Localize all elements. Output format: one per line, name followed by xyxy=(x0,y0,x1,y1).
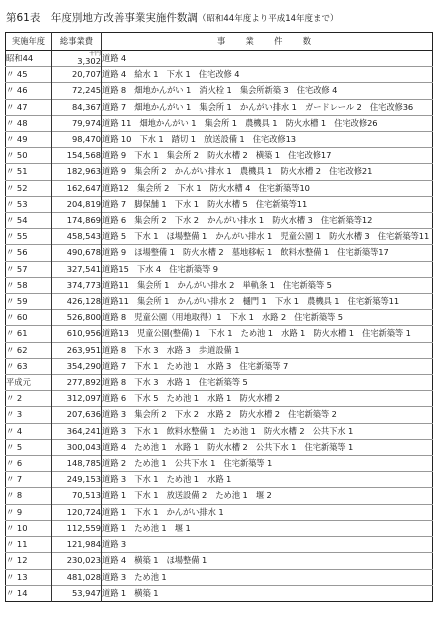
year-cell: 〃 54 xyxy=(6,213,52,229)
details-cell: 道路12 集会所 2 下水 1 防火水槽 4 住宅新築等10 xyxy=(102,180,433,196)
table-row xyxy=(6,261,433,277)
details-cell: 道路 1 下水 1 放送設備 2 ため池 1 堰 2 xyxy=(102,488,433,504)
year-cell: 〃 61 xyxy=(6,326,52,342)
header-row xyxy=(6,33,433,51)
cost-cell: 526,800 xyxy=(52,310,102,326)
cost-cell: 84,367 xyxy=(52,99,102,115)
details-cell: 道路 4 給水 1 下水 1 住宅改修 4 xyxy=(102,67,433,83)
year-cell: 〃 63 xyxy=(6,358,52,374)
details-cell: 道路15 下水 4 住宅新築等 9 xyxy=(102,261,433,277)
table-row xyxy=(6,196,433,212)
table-row xyxy=(6,472,433,488)
details-cell: 道路 7 下水 1 ため池 1 水路 3 住宅新築等 7 xyxy=(102,358,433,374)
table-row xyxy=(6,569,433,585)
cost-cell: 20,707 xyxy=(52,67,102,83)
table-row xyxy=(6,326,433,342)
table-row xyxy=(6,277,433,293)
year-cell: 〃 47 xyxy=(6,99,52,115)
details-cell: 道路 2 ため池 1 公共下水 1 住宅新築等 1 xyxy=(102,456,433,472)
cost-cell: 120,724 xyxy=(52,504,102,520)
table-row xyxy=(6,520,433,536)
details-cell: 道路 9 下水 1 集会所 2 防火水槽 2 横築 1 住宅改修17 xyxy=(102,148,433,164)
cost-cell: 154,568 xyxy=(52,148,102,164)
table-row xyxy=(6,51,433,67)
cost-cell: 426,128 xyxy=(52,294,102,310)
details-cell: 道路 8 下水 3 水路 1 住宅新築等 5 xyxy=(102,375,433,391)
details-cell: 道路 9 ほ場整備 1 防火水槽 2 墓地移転 1 飲料水整備 1 住宅新築等17 xyxy=(102,245,433,261)
details-cell: 道路 3 下水 1 飲料水整備 1 ため池 1 防火水槽 2 公共下水 1 xyxy=(102,423,433,439)
table-row xyxy=(6,213,433,229)
year-cell: 〃 7 xyxy=(6,472,52,488)
table-row xyxy=(6,132,433,148)
cost-value: 3,302 xyxy=(77,56,101,67)
cost-cell: 79,974 xyxy=(52,115,102,131)
cost-cell: 148,785 xyxy=(52,456,102,472)
cost-cell: 327,541 xyxy=(52,261,102,277)
table-row xyxy=(6,294,433,310)
table-row xyxy=(6,99,433,115)
year-cell: 〃 60 xyxy=(6,310,52,326)
year-cell: 〃 8 xyxy=(6,488,52,504)
table-row xyxy=(6,245,433,261)
details-cell: 道路 6 集会所 2 下水 2 かんがい排水 1 防火水槽 3 住宅新築等12 xyxy=(102,213,433,229)
cost-cell: 312,097 xyxy=(52,391,102,407)
header-details: 事 業 件 数 xyxy=(102,33,433,51)
cost-cell: 53,947 xyxy=(52,585,102,601)
year-cell: 〃 51 xyxy=(6,164,52,180)
table-row xyxy=(6,115,433,131)
cost-cell: 277,892 xyxy=(52,375,102,391)
year-cell: 〃 52 xyxy=(6,180,52,196)
year-cell: 〃 2 xyxy=(6,391,52,407)
table-row xyxy=(6,488,433,504)
cost-cell: 300,043 xyxy=(52,439,102,455)
year-cell: 〃 9 xyxy=(6,504,52,520)
table-row xyxy=(6,391,433,407)
table-row xyxy=(6,504,433,520)
table-row xyxy=(6,310,433,326)
year-cell: 平成元 xyxy=(6,375,52,391)
table-row xyxy=(6,375,433,391)
cost-cell: 182,963 xyxy=(52,164,102,180)
year-cell: 〃 12 xyxy=(6,553,52,569)
table-row xyxy=(6,423,433,439)
cost-cell: 98,470 xyxy=(52,132,102,148)
details-cell: 道路 8 下水 3 水路 3 歩道設備 1 xyxy=(102,342,433,358)
details-cell: 道路 9 集会所 2 かんがい排水 1 農機具 1 防火水槽 2 住宅改修21 xyxy=(102,164,433,180)
year-cell: 〃 55 xyxy=(6,229,52,245)
annual-projects-table xyxy=(5,32,433,602)
table-row xyxy=(6,407,433,423)
table-row xyxy=(6,164,433,180)
details-cell: 道路 1 横築 1 xyxy=(102,585,433,601)
cost-cell: 162,647 xyxy=(52,180,102,196)
cost-cell: 70,513 xyxy=(52,488,102,504)
details-cell: 道路 3 集会所 2 下水 2 水路 2 防火水槽 2 住宅新築等 2 xyxy=(102,407,433,423)
cost-cell: 610,956 xyxy=(52,326,102,342)
cost-cell: 112,559 xyxy=(52,520,102,536)
year-cell: 〃 59 xyxy=(6,294,52,310)
details-cell: 道路 1 ため池 1 堰 1 xyxy=(102,520,433,536)
details-cell: 道路 4 横築 1 ほ場整備 1 xyxy=(102,553,433,569)
title-subtitle: （昭和44年度より平成14年度まで） xyxy=(197,14,339,24)
cost-cell: 230,023 xyxy=(52,553,102,569)
year-cell: 〃 58 xyxy=(6,277,52,293)
table-row xyxy=(6,456,433,472)
details-cell: 道路 3 ため池 1 xyxy=(102,569,433,585)
year-cell: 〃 10 xyxy=(6,520,52,536)
year-cell: 〃 62 xyxy=(6,342,52,358)
year-cell: 昭和44 xyxy=(6,51,52,67)
cost-cell: 204,819 xyxy=(52,196,102,212)
year-cell: 〃 57 xyxy=(6,261,52,277)
header-year: 実施年度 xyxy=(6,33,52,51)
year-cell: 〃 6 xyxy=(6,456,52,472)
year-cell: 〃 5 xyxy=(6,439,52,455)
table-row xyxy=(6,342,433,358)
details-cell: 道路 10 下水 1 踏切 1 放送設備 1 住宅改修13 xyxy=(102,132,433,148)
year-cell: 〃 11 xyxy=(6,537,52,553)
unit-label: 千円 xyxy=(88,50,101,58)
cost-cell: 364,241 xyxy=(52,423,102,439)
details-cell: 道路11 集会所 1 かんがい排水 2 単軌条 1 住宅新築等 5 xyxy=(102,277,433,293)
table-row xyxy=(6,83,433,99)
details-cell: 道路 3 下水 1 ため池 1 水路 1 xyxy=(102,472,433,488)
year-cell: 〃 48 xyxy=(6,115,52,131)
details-cell: 道路 4 ため池 1 水路 1 防火水槽 2 公共下水 1 住宅新築等 1 xyxy=(102,439,433,455)
cost-cell: 207,636 xyxy=(52,407,102,423)
details-cell: 道路 11 畑地かんがい 1 集会所 1 農機具 1 防火水槽 1 住宅改修26 xyxy=(102,115,433,131)
table-row xyxy=(6,439,433,455)
year-cell: 〃 56 xyxy=(6,245,52,261)
table-row xyxy=(6,229,433,245)
year-cell: 〃 53 xyxy=(6,196,52,212)
details-cell: 道路 8 児童公園（用地取得）1 下水 1 水路 2 住宅新築等 5 xyxy=(102,310,433,326)
details-cell: 道路 6 下水 5 ため池 1 水路 1 防火水槽 2 xyxy=(102,391,433,407)
details-cell: 道路 7 畑地かんがい 1 集会所 1 かんがい排水 1 ガードレール 2 住宅改修36 xyxy=(102,99,433,115)
table-row xyxy=(6,148,433,164)
year-cell: 〃 50 xyxy=(6,148,52,164)
details-cell: 道路 8 畑地かんがい 1 消火栓 1 集会所新築 3 住宅改修 4 xyxy=(102,83,433,99)
title-main: 第61表 年度別地方改善事業実施件数調 xyxy=(6,12,198,24)
cost-cell: 174,869 xyxy=(52,213,102,229)
table-row xyxy=(6,553,433,569)
year-cell: 〃 13 xyxy=(6,569,52,585)
details-cell: 道路 7 脚保舗 1 下水 1 防火水槽 5 住宅新築等11 xyxy=(102,196,433,212)
cost-cell: 249,153 xyxy=(52,472,102,488)
cost-cell: 481,028 xyxy=(52,569,102,585)
details-cell: 道路11 集会所 1 かんがい排水 2 樋門 1 下水 1 農機具 1 住宅新築等11 xyxy=(102,294,433,310)
table-row xyxy=(6,358,433,374)
cost-cell: 458,543 xyxy=(52,229,102,245)
cost-cell: 490,678 xyxy=(52,245,102,261)
details-cell: 道路 5 下水 1 ほ場整備 1 かんがい排水 1 児童公園 1 防火水槽 3 住宅新築等11 xyxy=(102,229,433,245)
table-title xyxy=(6,5,339,31)
year-cell: 〃 3 xyxy=(6,407,52,423)
table-row xyxy=(6,67,433,83)
year-cell: 〃 46 xyxy=(6,83,52,99)
cost-cell: 354,290 xyxy=(52,358,102,374)
cost-cell xyxy=(52,51,102,67)
table-row xyxy=(6,537,433,553)
year-cell: 〃 49 xyxy=(6,132,52,148)
details-cell: 道路 4 xyxy=(102,53,127,63)
details-cell: 道路 3 xyxy=(102,537,433,553)
details-cell: 道路13 児童公園(整備) 1 下水 1 ため池 1 水路 1 防火水槽 1 住宅新築等 1 xyxy=(102,326,433,342)
table-body xyxy=(6,51,433,602)
year-cell: 〃 4 xyxy=(6,423,52,439)
year-cell: 〃 45 xyxy=(6,67,52,83)
cost-cell: 374,773 xyxy=(52,277,102,293)
year-cell: 〃 14 xyxy=(6,585,52,601)
header-cost: 総事業費 xyxy=(52,33,102,51)
details-cell: 道路 1 下水 1 かんがい排水 1 xyxy=(102,504,433,520)
cost-cell: 263,951 xyxy=(52,342,102,358)
cost-cell: 121,984 xyxy=(52,537,102,553)
table-row xyxy=(6,180,433,196)
cost-cell: 72,245 xyxy=(52,83,102,99)
table-row xyxy=(6,585,433,601)
